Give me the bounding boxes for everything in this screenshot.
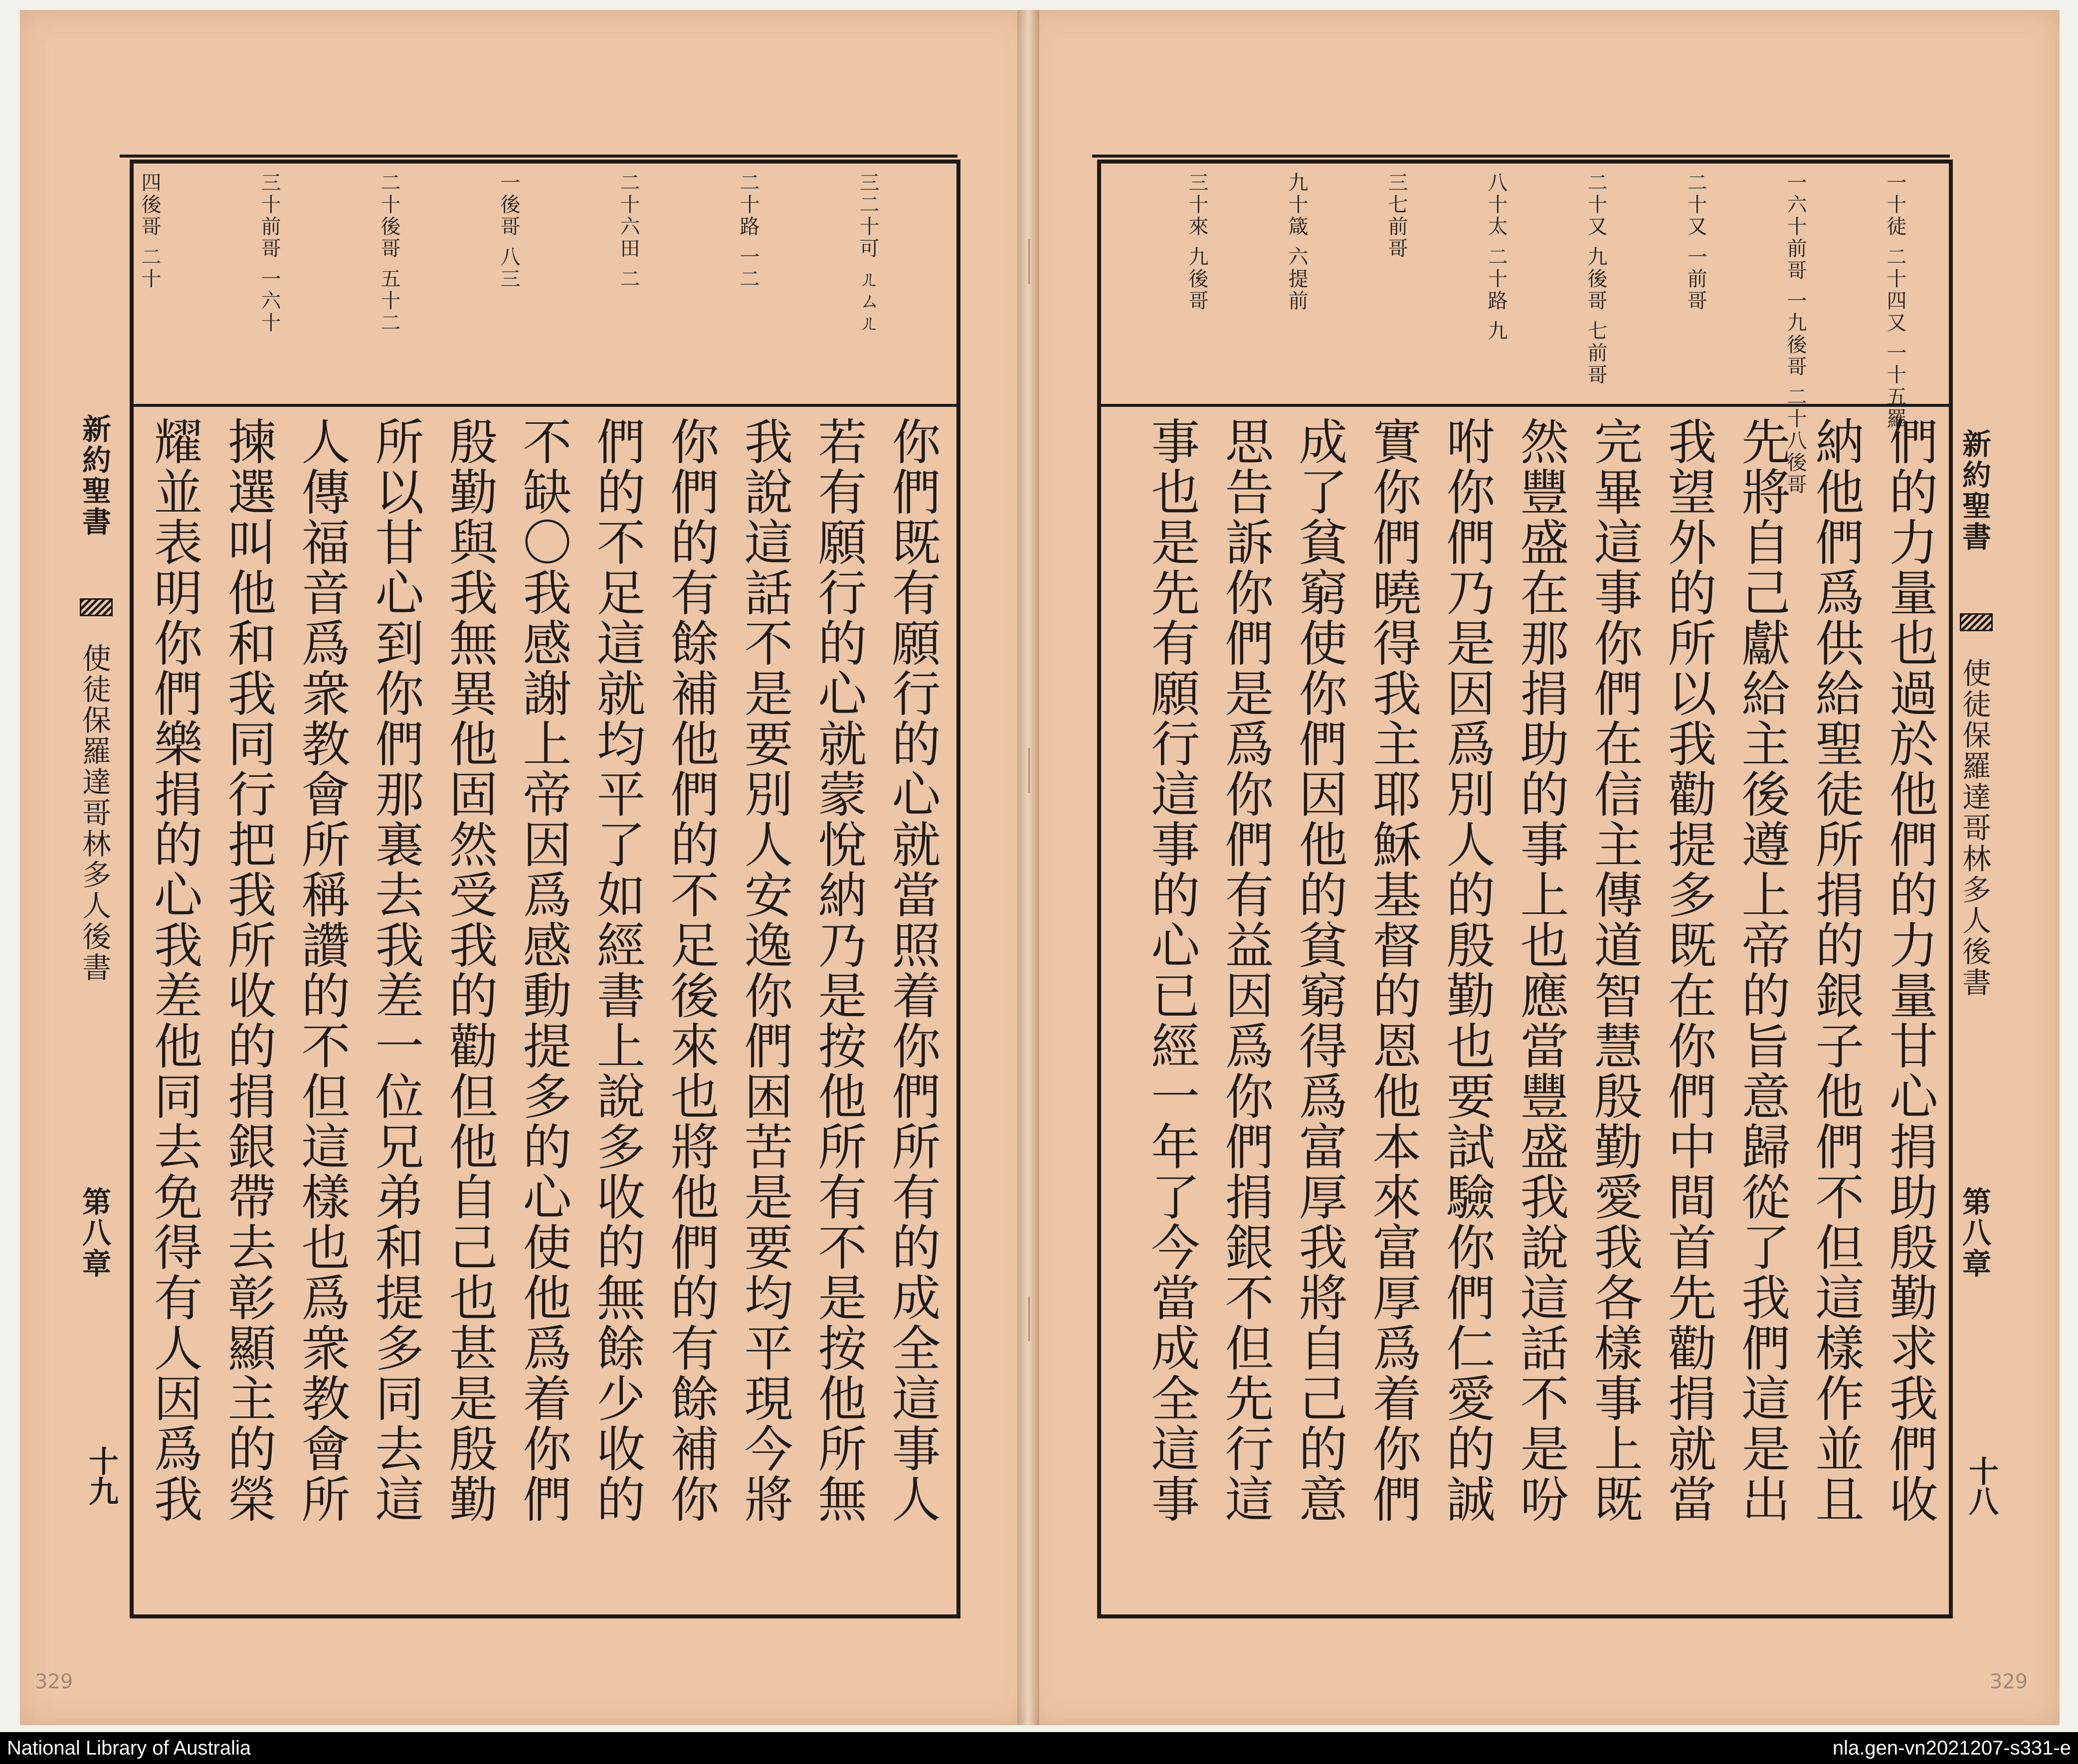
text-column: 完畢這事你們在信主傳道智慧殷勤愛我各樣事上既 xyxy=(1586,416,1643,1524)
right-header-title: 新約聖書 xyxy=(1957,429,1991,552)
notes-divider xyxy=(1101,404,1949,407)
left-chapter: 第八章 xyxy=(77,1187,111,1279)
text-column: 們的力量也過於他們的力量甘心捐助殷勤求我們收 xyxy=(1881,416,1938,1524)
text-column: 揀選叫他和我同行把我所收的捐銀帶去彰顯主的榮 xyxy=(219,416,276,1524)
binding-stitch xyxy=(1028,239,1030,284)
text-column: 成了貧窮使你們因他的貧窮得爲富厚我將自己的意 xyxy=(1291,416,1347,1524)
footer-credit: National Library of Australia xyxy=(7,1737,251,1759)
reference-note: 三十來 九後哥 xyxy=(1185,172,1208,312)
binding-stitch xyxy=(1028,748,1030,793)
text-column: 咐你們乃是因爲別人的殷勤也要試驗你們仁愛的誠 xyxy=(1438,416,1495,1524)
left-page-number: 十九 xyxy=(84,1446,119,1506)
reference-note: 一十徒 二十四又 一十五羅 xyxy=(1884,172,1906,430)
right-page-number: 十八 xyxy=(1964,1456,1999,1516)
notes-divider xyxy=(134,404,956,407)
text-column: 事也是先有願行這事的心已經一年了今當成全這事 xyxy=(1143,416,1200,1524)
reference-note: 一六十前哥 一九後哥 二十八後哥 xyxy=(1784,172,1807,496)
text-column: 所以甘心到你們那裏去我差一位兄弟和提多同去這 xyxy=(367,416,424,1524)
text-column: 你們既有願行的心就當照着你們所有的成全這事人 xyxy=(884,416,941,1524)
reference-note: 二十又 九後哥 七前哥 xyxy=(1584,172,1607,386)
footer-identifier: nla.gen-vn2021207-s331-e xyxy=(1832,1737,2071,1759)
left-pencil-number: 329 xyxy=(35,1670,73,1693)
reference-note: 九十箴 六提前 xyxy=(1285,172,1308,312)
text-column: 實你們曉得我主耶穌基督的恩他本來富厚爲着你們 xyxy=(1364,416,1421,1524)
reference-note: 二十後哥 五十二 xyxy=(378,172,400,334)
text-column: 納他們爲供給聖徒所捐的銀子他們不但這樣作並且 xyxy=(1807,416,1864,1524)
text-column: 思告訴你們是爲你們有益因爲你們捐銀不但先行這 xyxy=(1217,416,1274,1524)
footer-bar xyxy=(0,1732,2078,1764)
reference-note: 八十太 二十路 九 xyxy=(1485,172,1508,343)
header-ornament xyxy=(80,598,113,616)
text-column: 若有願行的心就蒙悅納乃是按他所有不是按他所無 xyxy=(810,416,867,1524)
top-rule xyxy=(1092,155,1950,158)
text-column: 殷勤與我無異他固然受我的勸但他自己也甚是殷勤 xyxy=(441,416,498,1524)
reference-note: 三十前哥 一六十 xyxy=(258,172,281,334)
text-column: 不缺〇我感謝上帝因爲感動提多的心使他爲着你們 xyxy=(515,416,571,1524)
binding-stitch xyxy=(1028,1296,1030,1341)
reference-note: 二十路 一二 xyxy=(737,172,759,290)
reference-note: 二十又 一前哥 xyxy=(1684,172,1707,312)
text-column: 耀並表明你們樂捐的心我差他同去免得有人因爲我 xyxy=(146,416,202,1524)
reference-note: 一後哥 八三 xyxy=(497,172,520,290)
reference-note: 三二十可 ㄦㄙㄦ xyxy=(856,172,879,334)
header-ornament xyxy=(1960,613,1993,631)
text-column: 先將自己獻給主後遵上帝的旨意歸從了我們這是出 xyxy=(1733,416,1790,1524)
reference-note: 二十六田 二 xyxy=(617,172,640,290)
text-column: 我望外的所以我勸提多既在你們中間首先勸捐就當 xyxy=(1660,416,1716,1524)
left-header-book: 使徒保羅達哥林多人後書 xyxy=(77,643,111,983)
text-column: 你們的有餘補他們的不足後來也將他們的有餘補你 xyxy=(662,416,719,1524)
text-column: 然豐盛在那捐助的事上也應當豐盛我說這話不是吩 xyxy=(1512,416,1569,1524)
right-chapter: 第八章 xyxy=(1957,1187,1991,1279)
text-column: 們的不足這就均平了如經書上說多收的無餘少收的 xyxy=(588,416,645,1524)
top-rule xyxy=(120,155,957,158)
left-header-title: 新約聖書 xyxy=(77,414,111,537)
right-header-book: 使徒保羅達哥林多人後書 xyxy=(1957,658,1991,998)
text-column: 人傳福音爲衆教會所稱讚的不但這樣也爲衆教會所 xyxy=(293,416,350,1524)
text-column: 我說這話不是要別人安逸你們困苦是要均平現今將 xyxy=(736,416,793,1524)
right-pencil-number: 329 xyxy=(1990,1670,2028,1693)
reference-note: 四後哥 二十 xyxy=(138,172,161,290)
reference-note: 三七前哥 xyxy=(1385,172,1408,260)
